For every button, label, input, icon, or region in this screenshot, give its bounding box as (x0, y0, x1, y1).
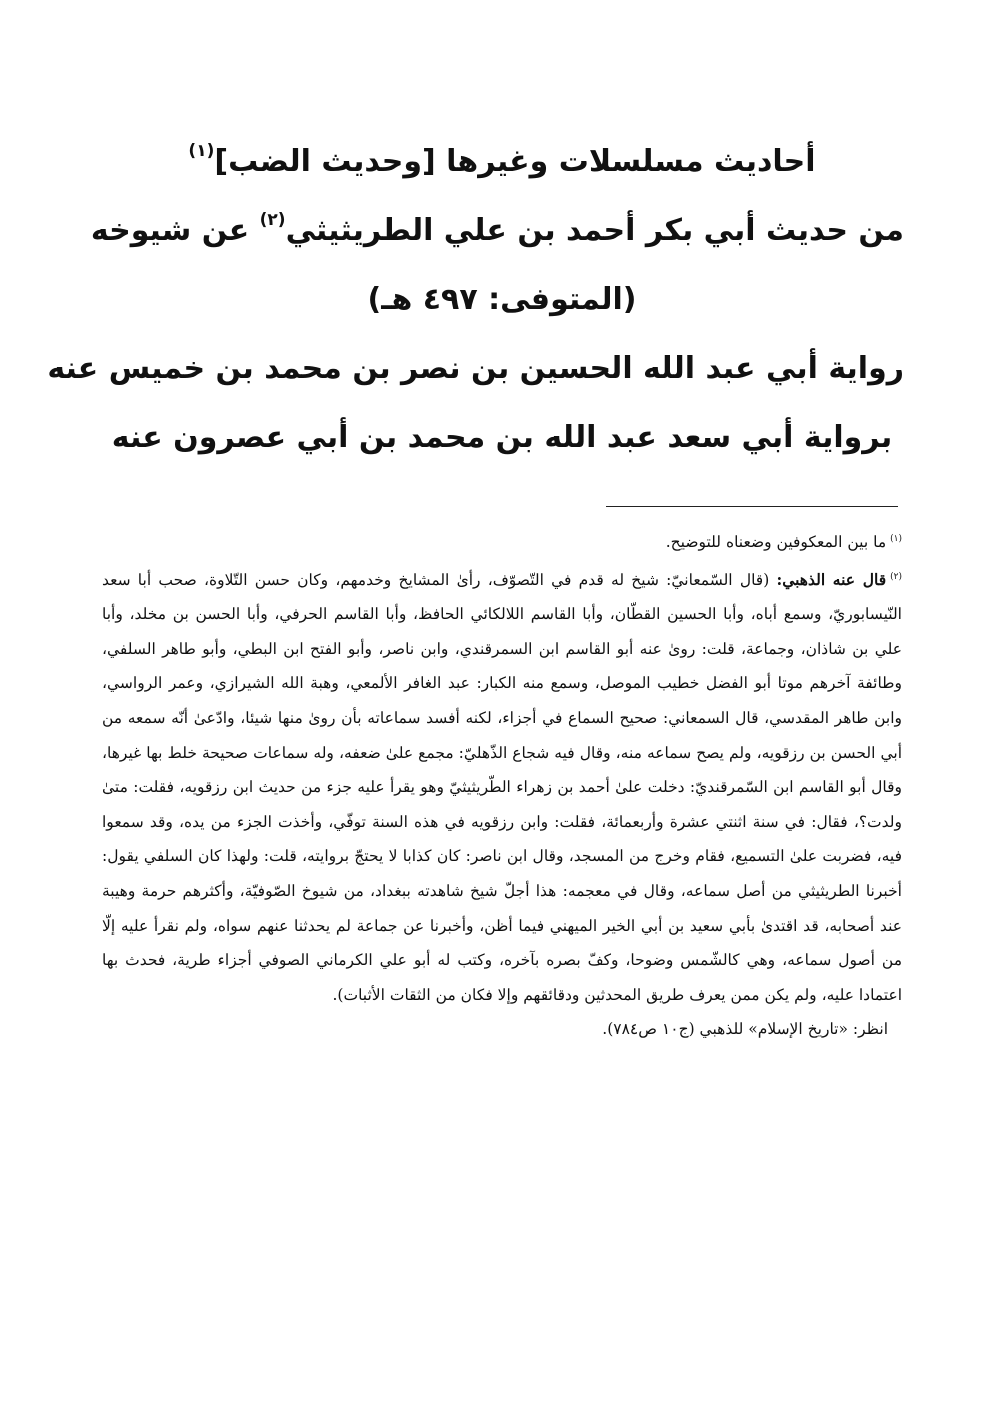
title-line-1-text: أحاديث مسلسلات وغيرها [وحديث الضب] (214, 144, 816, 179)
footnote-separator (606, 506, 898, 507)
title-line-5: برواية أبي سعد عبد الله بن محمد بن أبي عصرون عنه (111, 420, 893, 455)
footnote-2 (102, 560, 902, 1013)
footnote-1 (102, 522, 902, 560)
title-line-1 (100, 138, 904, 186)
title-line-2-text: من حديث أبي بكر أحمد بن علي الطريثيثي (285, 213, 904, 248)
title-line-3: (المتوفى: ٤٩٧ هـ) (367, 282, 637, 317)
footnotes (102, 522, 902, 1047)
footnote-2-lead: قال عنه الذهبي: (776, 569, 887, 589)
footnote-ref-1: (١) (188, 141, 215, 161)
title-line-2 (90, 207, 904, 255)
title-block (47, 138, 904, 483)
footnote-2-reference: انظر: «تاريخ الإسلام» للذهبي (ج١٠ ص٧٨٤). (602, 1020, 888, 1039)
title-line-2-tail: عن شيوخه (90, 213, 260, 248)
footnote-1-marker: (١) (890, 534, 902, 544)
footnote-2-body: (قال السّمعانيّ: شيخ له قدم في التّصوّف، رأىٰ المشايخ وخدمهم، وكان حسن التّلاوة، صحب أبا سعد النّيسابوريّ، وسمع أباه، وأبا الحسين القطّان، وأبا القاسم اللالكائي الحافظ، وأبا القاسم الحرفي، وأبا الحسن بن مخلد، وأبا علي بن شاذان، وجماعة، قلت: روىٰ عنه أبو القاسم ابن السمرقندي، وابن ناصر، وأبو الفتح ابن البطي، وأبو طاهر السلفي، وطائفة آخرهم موتا أبو الفضل خطيب الموصل، وسمع منه الكبار: عبد الغافر الألمعي، وهبة الله الشيرازي، وعمر الرواسي، وابن طاهر المقدسي، قال السمعاني: صحيح السماع في أجزاء، لكنه أفسد سماعاته بأن روىٰ منها شيئا، وادّعىٰ أنّه سمعه من أبي الحسن بن رزقويه، ولم يصح سماعه منه، وقال فيه شجاع الذّهليّ: مجمع علىٰ ضعفه، وله سماعات صحيحة خلط بها غيرها، وقال أبو القاسم ابن السّمرقنديّ: دخلت علىٰ أحمد بن زهراء الطّريثيثيّ وهو يقرأ عليه جزء من حديث ابن رزقويه، فقلت: متىٰ ولدت؟، فقال: في سنة اثنتي عشرة وأربعمائة، فقلت: وابن رزقويه في هذه السنة توفّي، وأخذت الجزء من يده، وقد سمعوا فيه، فضربت علىٰ التسميع، فقام وخرج من المسجد، وقال ابن ناصر: كان كذابا لا يحتجّ بروايته، قلت: ولهذا كان السلفي يقول: أخبرنا الطريثيثي من أصل سماعه، وقال في معجمه: هذا أجلّ شيخ شاهدته ببغداد، من شيوخ الصّوفيّة، وأكثرهم حرمة وهيبة عند أصحابه، قد اقتدىٰ بأبي سعيد بن أبي الخير الميهني فيما أظن، وأخبرنا عن جماعة لم يحدثنا عنهم سواه، ولم نقرأ عليه إلّا من أصول سماعه، وهي كالشّمس وضوحا، وكفّ بصره بآخره، وكتب له أبو علي الكرماني الصوفي أجزاء طرية، فحدث بها اعتمادا عليه، ولم يكن ممن يعرف طريق المحدثين ودقائقهم وإلا فكان من الثقات الأثبات). (102, 570, 902, 1004)
title-line-4: رواية أبي عبد الله الحسين بن نصر بن محمد بن خميس عنه (47, 351, 904, 386)
footnote-1-text: ما بين المعكوفين وضعناه للتوضيح. (665, 533, 887, 551)
footnote-ref-2: (٢) (259, 210, 286, 230)
footnote-2-marker: (٢) (890, 571, 902, 582)
